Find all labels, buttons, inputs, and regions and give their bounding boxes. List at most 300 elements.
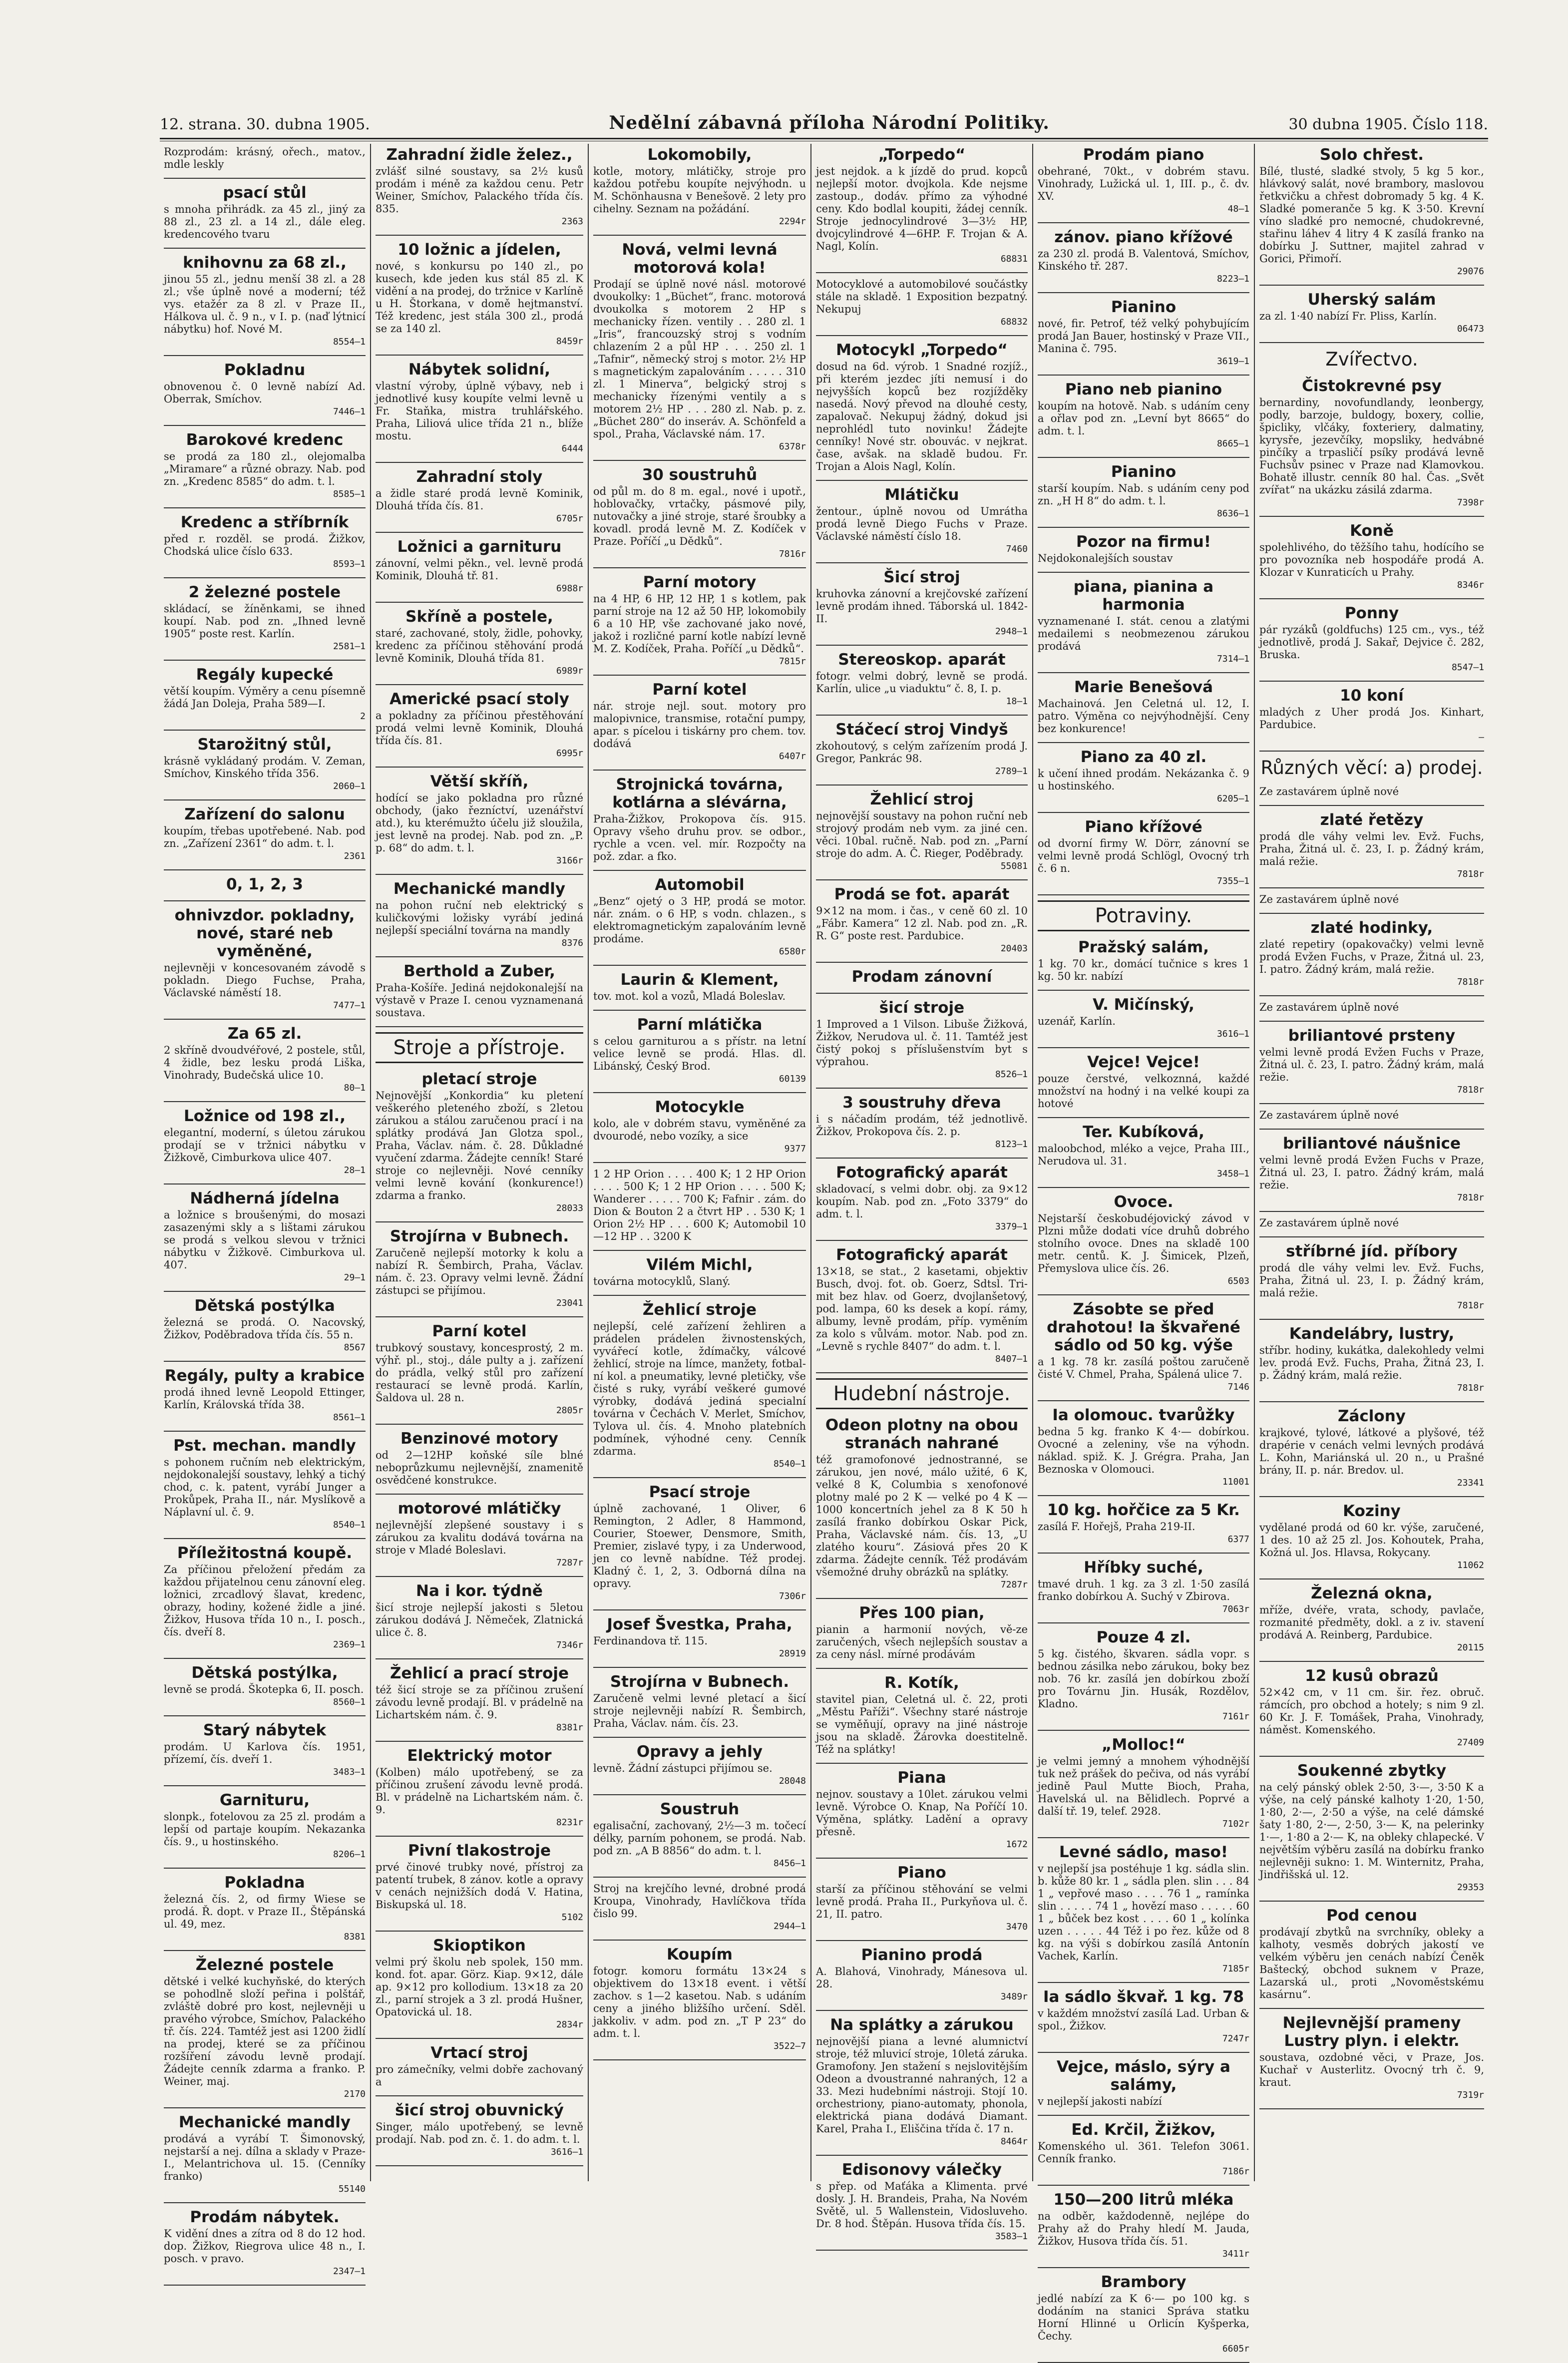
ad-divider [376, 602, 583, 603]
ad-divider [164, 178, 366, 179]
ad-code: 6988r [556, 583, 583, 594]
ad-headline: Prodá se fot. aparát [834, 885, 1010, 903]
ad-code: 27409 [1457, 1737, 1484, 1748]
subsection-heading: Různých věcí: a) prodej. [1260, 757, 1483, 779]
ad-code: 8206—1 [333, 1849, 366, 1860]
ad-code: 3489r [1000, 1991, 1028, 2002]
classified-ad [376, 146, 583, 228]
ad-headline: Prodám nábytek. [190, 2208, 340, 2226]
ad-body: trubkový soustavy, koncesprostý, 2 m. výhř. pl., stoj., dále pulty a j. zařízení do prádla, velký stůl pro zařízení restaurací se levně prodá. Karlín, Šaldova ul. 28 n. [376, 1342, 583, 1404]
ad-body: Komenského ul. 361. Telefon 3061. Cenník franko. [1038, 2140, 1249, 2165]
ad-headline: pletací stroje [421, 1070, 537, 1088]
ad-headline: Piano [897, 1864, 946, 1882]
ad-code: 6407r [779, 751, 806, 762]
ad-divider [1038, 1837, 1249, 1838]
ad-headline: Pst. mechan. mandly [173, 1437, 356, 1455]
ad-divider [164, 799, 366, 800]
ad-headline: šicí stroje [879, 999, 965, 1017]
classified-ad [1259, 522, 1484, 591]
ad-divider [164, 507, 366, 508]
ad-headline: Regály kupecké [196, 666, 334, 684]
ad-body: od půl m. do 8 m. egal., nové i upotř., hoblovačky, vrtačky, pásmové pily, nutovačky a jiné stroje, staré šroubky a kovadl. prodá levně M. Z. Kodíček v Praze. Poříčí „u Dědků“. [593, 485, 806, 547]
classified-ad [816, 1094, 1028, 1151]
ad-headline: Solo chřest. [1319, 146, 1424, 164]
ad-body: 2 skříně dvoudvéřové, 2 postele, stůl, 4 židle, bez lesku prodá Liška, Vinohrady, Budečská ulice 10. [164, 1044, 366, 1081]
ad-body: Ze zastavárem úplně nové [1259, 893, 1399, 905]
classified-ad [1259, 786, 1484, 798]
ad-code: 8123—1 [995, 1139, 1028, 1150]
ad-code: 9377 [784, 1144, 806, 1154]
ad-body: zvlášť silné soustavy, sa 2½ kusů prodám i méně za každou cenu. Petr Weiner, Smíchov, Palackého třída čís. 835. [376, 165, 583, 215]
ad-code: 7314—1 [1216, 654, 1249, 664]
ad-divider [1259, 887, 1484, 888]
classified-ad [593, 573, 806, 668]
ad-body: Machainová. Jen Celetná ul. 12, I. patro. Výměna co nejvýhodnější. Ceny bez konkurence! [1038, 698, 1249, 735]
ad-divider [1259, 598, 1484, 599]
ad-divider [816, 1240, 1028, 1241]
column-divider [1254, 144, 1255, 2181]
ad-body: Ferdinandova tř. 115. [593, 1635, 708, 1647]
column-divider [1032, 144, 1033, 2181]
ad-divider [816, 785, 1028, 786]
ad-body: jedlé nabízí za K 6·— po 100 kg. s dodáním na stanici Správa statku Horní Hlinné u Orlicín Kyšperka, Čechy. [1038, 2293, 1249, 2342]
ad-divider [1259, 913, 1484, 914]
ad-headline: Soustruh [660, 1800, 740, 1818]
ad-code: 8547—1 [1451, 662, 1484, 673]
ad-headline: Benzinové motory [400, 1430, 558, 1448]
classified-ad [816, 146, 1028, 265]
classified-ad [164, 146, 366, 171]
ad-code: 6503 [1227, 1276, 1249, 1286]
ad-body: pianin a harmonií nových, vě-ze zaručených, všech nejlepších soustav a za ceny násl. mírné prodávám [816, 1623, 1028, 1660]
ad-headline: Nábytek solidní, [408, 361, 551, 379]
ad-code: 2789—1 [995, 766, 1028, 777]
ad-headline: Záclony [1338, 1407, 1406, 1425]
ad-divider [1259, 805, 1484, 806]
ad-body: nejnovější piana a levné alumnictví stroje, též mluvicí stroje, 10letá záruka. Gramofony. Jen stažení s nejslovitějším Odeon a dvoustranné nahraných, 12 a 33. Mezi hudebními nástroji. Stojí 10. orchestriony, piano-automaty, phonola, elektrická piana dodává Diamant. Karel, Praha I., Eliščina třída č. 17 n. [816, 2035, 1028, 2135]
ad-code: 3379—1 [995, 1221, 1028, 1232]
ad-code: 2347—1 [333, 2266, 366, 2277]
ad-divider [1259, 681, 1484, 682]
classified-ad [1038, 678, 1249, 735]
ad-body: vydělané prodá od 60 kr. výše, zaručené, 1 des. 10 až 25 zl. Jos. Kohoutek, Praha, Kožná ul. Jos. Hlavsa, Rokycany. [1259, 1522, 1484, 1559]
classified-ad [593, 1016, 806, 1085]
classified-ad [164, 1874, 366, 1943]
ad-headline: Dětská postýlka, [191, 1664, 338, 1682]
classified-ad [1259, 1135, 1484, 1204]
ad-code: 8464r [1000, 2136, 1028, 2147]
ad-body: úplně zachované, 1 Oliver, 6 Remington, 2 Adler, 8 Hammond, Courier, Stoewer, Densmore, Smith, Premier, zislavé typy, i za Underwood, jen co levně nabídne. Též prodej. Kladný č. 1, 2, 3. Odborná dílna na opravy. [593, 1503, 806, 1589]
ad-code: 2948—1 [995, 626, 1028, 637]
section-heading: Potraviny. [1038, 900, 1249, 931]
ad-body: bedna 5 kg. franko K 4·— dobírkou. Ovocné a zeleniny, vše na výhodn. náklad. spiž. K. J. Grégra. Praha, Jan Beznoska v Olomouci. [1038, 1426, 1249, 1475]
ad-code: 7102r [1222, 1819, 1249, 1829]
ad-divider [164, 1950, 366, 1951]
ad-body: vyznamenané I. stát. cenou a zlatými medailemi s neobmezenou zárukou prodává [1038, 615, 1249, 652]
ad-body: 13×18, se stat., 2 kasetami, objektiv Busch, dvoj. fot. ob. Goerz, Sdtsl. Tri-mit bez hlav. od Goerz, dvojlanšetový, pod. lampa, 60 ks desek a kopí. rámy, albumy, levně prodám, příp. vyměním za kolo s vůlvám. motor. Nab. pod zn. „Levně s rychle 8407“ do adm. t. l. [816, 1265, 1028, 1352]
ad-divider [376, 532, 583, 533]
ad-code: 6444 [561, 443, 583, 454]
ad-divider [376, 1836, 583, 1837]
ad-code: 2 [360, 711, 366, 722]
ad-headline: ohnivzdor. pokladny, nové, staré neb vyměněné, [174, 906, 355, 960]
ad-code: 3470 [1006, 1922, 1028, 1932]
ad-body: dětské i velké kuchyňské, do kterých se pohodlně složí peřina i polštář, zvláště dobré pro kost, nejlevněji u pravého výrobce, Smíchov, Palackého tř. čís. 224. Tamtéž jest asi 1200 židlí na prodej, které se za příčinou rozšíření závodu levně prodají. Žádejte cenník zdarma a franko. P. Weiner, maj. [164, 1975, 366, 2087]
ad-body: prodá dle váhy velmi lev. Evž. Fuchs, Praha, Žitná ul. č. 23, I. p. Žádný krám, malá režie. [1259, 830, 1484, 867]
ad-divider [376, 956, 583, 957]
ad-headline: Za 65 zl. [227, 1025, 302, 1043]
ad-body: krásně vykládaný prodám. V. Zeman, Smíchov, Kinského třída 356. [164, 755, 366, 780]
ad-headline: Odeon plotny na obou stranách nahrané [825, 1416, 1019, 1452]
ad-headline: 0, 1, 2, 3 [226, 875, 303, 893]
ad-body: stavitel pian, Celetná ul. č. 22, proti „Městu Paříži“. Všechny staré nástroje se vyměňují, opravy na jiné nástroje jsou na skladě. Žárovka doestitelně. Též na splátky! [816, 1693, 1028, 1755]
ad-body: Motocyklové a automobilové součástky stále na skladě. 1 Exposition bezpatný. Nekupuj [816, 278, 1028, 315]
ad-divider [376, 1316, 583, 1317]
ad-code: 8585—1 [333, 489, 366, 499]
publication-title: Nedělní zábavná příloha Národní Politiky. [609, 112, 1050, 133]
classified-ad [164, 513, 366, 570]
ad-body: před r. rozděl. se prodá. Žižkov, Chodská ulice číslo 633. [164, 533, 366, 557]
ad-headline: Skioptikon [433, 1937, 526, 1955]
ad-headline: Josef Švestka, Praha, [607, 1615, 792, 1633]
classified-ad [164, 431, 366, 500]
ad-code: 2944—1 [773, 1921, 806, 1932]
ad-divider [164, 2285, 366, 2286]
classified-ad [593, 971, 806, 1003]
ad-code: 7287r [556, 1558, 583, 1568]
ad-divider [1038, 990, 1249, 991]
ad-code: 28—1 [344, 1165, 366, 1176]
ad-headline: Pianino [1111, 463, 1176, 481]
ad-code: 7446—1 [333, 406, 366, 417]
ad-code: 3619—1 [1216, 356, 1249, 367]
ad-code: 7247r [1222, 2033, 1249, 2044]
ad-divider [816, 1598, 1028, 1599]
ad-body: je velmi jemný a mnohem výhodnější tuk než prášek do pečiva, od nás vyrábí jedině Paul Mutte Bioch, Praha, Havelská ul. na Bělidlech. Poprvé a další tř. 19, telef. 2928. [1038, 1755, 1249, 1817]
ad-body: na 4 HP, 6 HP, 12 HP, 1 s kotlem, pak parní stroje na 12 až 50 HP, lokomobily 6 a 10 HP, vše zachované jako nové, jakož i rozličné parní kotle nabízí levně M. Z. Kodíček, Praha. Poříčí „u Dědků“. [593, 593, 806, 655]
ad-headline: Motocykle [655, 1098, 745, 1116]
classified-ad [816, 278, 1028, 328]
ad-headline: Žehlicí stroj [870, 790, 974, 808]
classified-ad [1038, 1843, 1249, 1975]
ad-body: Prodají se úplně nové násl. motorové dvoukolky: 1 „Büchet“, franc. motorová dvoukolka s motorem 2 HP s mechanicky řízen. ventily . . 280 zl. 1 „Iris“, francouzský stroj s vodním chlazením 2 a půl HP . . . 250 zl. 1 „Tafnir“, německý stroj s motor. 2½ HP s magnetickým zapalováním . . . . . 310 zl. 1 Minerva“, belgický stroj s mechanicky řízenými ventily a s motorem 2½ HP . . . 280 zl. Nab. p. z. „Büchet 280“ do inseráv. A. Schönfeld a spol., Praha, Václavské nám. 17. [593, 278, 806, 440]
ad-divider [593, 1250, 806, 1251]
classified-ad [164, 1025, 366, 1094]
ad-headline: Strojírna v Bubnech. [610, 1673, 789, 1691]
classified-ad [1038, 2191, 1249, 2260]
classified-ad [1259, 1109, 1484, 1122]
ad-headline: zlaté řetězy [1320, 811, 1424, 829]
ad-code: 2834r [556, 2019, 583, 2030]
ad-body: i s náčadím prodám, též jednotlivě. Žižkov, Prokopova čís. 2. p. [816, 1113, 1028, 1138]
ad-code: 8223—1 [1216, 274, 1249, 284]
ad-code: 6377 [1227, 1534, 1249, 1545]
ad-code: 7346r [556, 1640, 583, 1650]
classified-ad [164, 2113, 366, 2195]
page-number-date: 12. strana. 30. dubna 1905. [160, 116, 370, 133]
classified-ad [1259, 893, 1484, 906]
ad-code: 7818r [1457, 1192, 1484, 1203]
ad-body: pouze čerstvé, velkoznná, každé množství na hodný i na velké koupi za hotové [1038, 1073, 1249, 1110]
ad-body: kotle, motory, mlátičky, stroje pro každou potřebu koupíte nejvýhodn. u M. Schönhausna v Benešově. 2 lety pro cihelny. Seznam na požádání. [593, 165, 806, 215]
classified-ad [1038, 748, 1249, 805]
classified-ad [164, 1189, 366, 1284]
ad-code: 3522—7 [773, 2041, 806, 2051]
classified-ad [164, 1791, 366, 1861]
classified-ad [376, 1322, 583, 1417]
ad-divider [593, 1477, 806, 1478]
ad-body: šicí stroje nejlepší jakosti s 5letou zárukou dodává J. Němeček, Zlatnická ulice č. 8. [376, 1601, 583, 1638]
ad-headline: Piano křížové [1085, 818, 1202, 836]
classified-ad [1259, 2014, 1484, 2101]
ad-body: krajkové, tylové, látkové a plyšové, též drapérie v cenách velmi levných prodává L. Kohn, Mariánská ul. 20 n., u Prašné brány, II. p. nár. Bredov. ul. [1259, 1427, 1484, 1476]
ad-body: nové, fir. Petrof, též velký pohybujícím prodá Jan Bauer, hostinský v Praze VII., Manina č. 795. [1038, 318, 1249, 355]
ad-body: kolo, ale v dobrém stavu, vyměněné za dvourodé, nebo vozíky, a sice [593, 1118, 806, 1142]
ad-column-6 [1255, 144, 1488, 2216]
ad-body: větší koupím. Výměry a cenu písemně žádá Jan Doleja, Praha 589—I. [164, 685, 366, 710]
ad-divider [1259, 516, 1484, 517]
classified-ad [1038, 381, 1249, 450]
ad-code: 2060—1 [333, 781, 366, 791]
ad-divider [816, 962, 1028, 963]
ad-body: od dvorní firmy W. Dörr, zánovní se velmi levně prodá Schlögl, Ovocný trh č. 6 n. [1038, 837, 1249, 874]
ad-body: soustava, ozdobné věci, v Praze, Jos. Kuchař v Austerlitz. Ovocný trh č. 9, kraut. [1259, 2051, 1484, 2088]
ad-body: a pokladny za příčinou přestěhování prodá velmi levně Kominik, Dlouhá třída čís. 81. [376, 710, 583, 747]
ad-headline: Na splátky a zárukou [830, 2016, 1014, 2034]
classified-ad [1259, 1667, 1484, 1749]
ad-headline: Levné sádlo, maso! [1059, 1843, 1228, 1861]
ad-divider [1259, 1103, 1484, 1104]
ad-code: 68831 [1000, 254, 1028, 264]
ad-headline: V. Mičínský, [1093, 996, 1194, 1014]
ad-divider [1038, 812, 1249, 813]
ad-code: 3616—1 [550, 2147, 583, 2157]
classified-ad [1038, 1628, 1249, 1723]
classified-ad [1259, 811, 1484, 880]
ad-divider [1038, 527, 1249, 528]
ad-headline: Ovoce. [1114, 1193, 1174, 1211]
ad-body: velmi levně prodá Evžen Fuchs v Praze, Žitná ul. č. 23, I. patro. Žádný krám, malá režie. [1259, 1046, 1484, 1083]
ad-headline: Ponny [1344, 604, 1399, 622]
ad-body: Singer, málo upotřebený, se levně prodají. Nab. pod zn. č. 1. do adm. t. l. [376, 2121, 583, 2145]
ad-divider [164, 660, 366, 661]
classified-ad [593, 681, 806, 763]
ad-body: též gramofonové jednostranné, se zárukou, jen nové, málo užité, 6 K, velké 8 K, Columbia s xenofonové plotny malé po 2 K — velké po 4 K — 1000 koncertních jehel za 8 K 50 h zasílá franko dobírkou Oskar Pick, Praha, Václavské nám. čís. 13, „U zlatého kouru“. Zásiová přes 20 K zdarma. Žádejte cenník. Též prodávám všemožné druhy obrázků na splátky. [816, 1454, 1028, 1578]
ad-body: bernardiny, novofundlandy, leonbergy, podly, barzoje, buldogy, boxery, collie, špicliky, vlčáky, foxteriery, dalmatiny, kyrysře, jezevčíky, mopsliky, hedvábné pinčíky a trpasličí psíky prodává levně Fuchsův psinec v Praze nad Klamovkou. Bohatě illustr. cenník 80 hal. Čas. „Svět zvířat“ na ukázku zásilá zdarma. [1259, 396, 1484, 496]
ad-headline: 12 kusů obrazů [1305, 1667, 1439, 1685]
ad-divider [816, 2155, 1028, 2156]
ad-body: egalisační, zachovaný, 2½—3 m. točecí délky, parním pohonem, se prodá. Nab. pod zn. „A B 8856“ do adm. t. l. [593, 1820, 806, 1857]
ad-code: 68832 [1000, 317, 1028, 327]
ad-divider [376, 2165, 583, 2166]
ad-headline: Piano neb pianino [1065, 381, 1222, 398]
ad-headline: Pivní tlakostroje [408, 1842, 551, 1860]
ad-divider [593, 1794, 806, 1795]
ad-divider [1038, 2052, 1249, 2053]
ad-code: 7398r [1457, 497, 1484, 508]
ad-code: 7185r [1222, 1964, 1249, 1974]
section-heading: Stroje a přístroje. [376, 1032, 583, 1063]
classified-ad [164, 875, 366, 893]
ad-divider [1259, 1901, 1484, 1902]
classified-ad [816, 1246, 1028, 1365]
ad-headline: Vejce, máslo, sýry a salámy, [1057, 2058, 1230, 2094]
ad-code: 3583—1 [995, 2231, 1028, 2242]
ad-headline: Laurin & Klement, [620, 971, 779, 989]
ad-code: 2805r [556, 1405, 583, 1416]
ad-code: 2363 [561, 216, 583, 227]
classified-ad [593, 776, 806, 863]
ad-body: Zaručeně velmi levné pletací a šicí stroje nejlevněji nabízí R. Šembirch, Praha, Václav. nám. čís. 23. [593, 1692, 806, 1729]
ad-body: se prodá za 180 zl., olejomalba „Miramare“ a různé obrazy. Nab. pod zn. „Kredenc 8585“ do adm. t. l. [164, 450, 366, 487]
ad-divider [816, 272, 1028, 273]
classified-ad [1038, 2273, 1249, 2355]
ad-headline: Zahradní stoly [416, 468, 543, 486]
ad-headline: Nejlevnější prameny Lustry plyn. i elektr. [1282, 2014, 1461, 2050]
ad-body: Praha-Žižkov, Prokopova čís. 915. Opravy všeho druhu prov. se odbor., rychle a vcen. vel. mír. Rozpočty na pož. zdar. a fko. [593, 813, 806, 862]
ad-divider [1259, 1661, 1484, 1662]
ad-body: 5 kg. čistého, škvaren. sádla vopr. s bednou zásilka nebo zárukou, boky bez nob. 76 kr. zasílá jen dobírkou zboží pro Továrnu Jin. Husák, Rozdělov, Kladno. [1038, 1648, 1249, 1710]
ad-code: 8554—1 [333, 337, 366, 347]
ad-code: 7161r [1222, 1711, 1249, 1722]
ad-code: 7477—1 [333, 1000, 366, 1011]
ad-headline: Vrtací stroj [430, 2044, 528, 2062]
classified-ad [376, 690, 583, 760]
ad-code: 06473 [1457, 324, 1484, 334]
classified-ad [593, 241, 806, 453]
classified-ad [816, 885, 1028, 955]
ad-divider [376, 462, 583, 463]
ad-body: a ložnice s broušenými, do mosazi zasazenými skly a s lištami zárukou se prodá s velkou slevou v tržnici nábytku v Žižkově. Cimburkova ul. 407. [164, 1209, 366, 1271]
classified-ad [376, 1500, 583, 1569]
ad-divider [593, 1010, 806, 1011]
ad-headline: Piano za 40 zl. [1080, 748, 1207, 766]
ad-headline: psací stůl [223, 184, 307, 202]
ad-code: 8540—1 [333, 1520, 366, 1530]
ad-body: dosud na 6d. výrob. 1 Snadné rozjíž., při kterém jezdec jíti nemusí i do nejvyšších kopců bez rozjížděky nasedá. Nový převod na dlouhé cesty, zapalovač. Nekupuj žádný, dokud jsi neprohlédl tuto novinku! Žádejte cenníky! Nové str. obouvác. v nejkrat. čase, avšak. na skladě budou. Fr. Trojan a Alois Nagl, Kolín. [816, 361, 1028, 472]
ad-divider [593, 460, 806, 461]
ad-code: 48—1 [1227, 204, 1249, 214]
classified-ad [816, 1864, 1028, 1933]
classified-ad [376, 241, 583, 348]
ad-body: koupím na hotově. Nab. s udáním ceny a ořlav pod zn. „Levní byt 8665“ do adm. t. l. [1038, 400, 1249, 437]
ad-divider [164, 1183, 366, 1184]
ad-headline: Brambory [1101, 2273, 1186, 2291]
ad-headline: Uherský salám [1307, 291, 1436, 309]
classified-ad [376, 1070, 583, 1214]
ad-headline: Strojírna v Bubnech. [390, 1227, 569, 1245]
classified-ad [1259, 1584, 1484, 1654]
ad-headline: Barokové kredenc [186, 431, 344, 449]
ad-divider [816, 1372, 1028, 1373]
classified-ad [1038, 1406, 1249, 1488]
classified-ad [376, 773, 583, 867]
classified-ad [376, 880, 583, 949]
ad-body: slonpk., fotelovou za 25 zl. prodám a lepší od partaje koupím. Nekazanka čís. 9., u hostinského. [164, 1811, 366, 1848]
classified-ad [1038, 1300, 1249, 1393]
ad-headline: Zásobte se před drahotou! Ia škvařené sádlo od 50 kg. výše [1047, 1300, 1240, 1354]
ad-code: 2361 [344, 851, 366, 861]
ad-headline: knihovnu za 68 zl., [183, 254, 347, 272]
ad-headline: 10 koní [1340, 687, 1404, 705]
ad-body: 9×12 na mom. i čas., v ceně 60 zl. 10 „Fábr. Kamera“ 12 zl. Nab. pod zn. „R. R. G“ poste rest. Pardubice. [816, 905, 1028, 942]
ad-body: Praha-Košíře. Jediná nejdokonalejší na výstavě v Praze I. cenou vyznamenaná soustava. [376, 982, 583, 1019]
ad-body: spolehlivého, do těžšího tahu, hodícího se pro povozníka neb hospodáře prodá A. Klozar v Kunraticích u Prahy. [1259, 541, 1484, 578]
ad-body: Za příčinou přeložení předám za každou přijatelnou cenu zánovní eleg. ložnici, zrcadlový šlavat, kredenc, obrazy, hodiny, kožené židle a jiné. Žižkov, Husova třída 10 n., I. posch., čís. dveří 8. [164, 1564, 366, 1638]
ad-divider [1038, 1553, 1249, 1554]
classified-ad [593, 1615, 806, 1660]
ad-code: 7818r [1457, 977, 1484, 987]
classified-ad [1038, 1053, 1249, 1110]
ad-divider [1259, 1319, 1484, 1320]
ad-body: velmi prý školu neb spolek, 150 mm. kond. fot. apar. Görz. Kiap. 9×12, dále ap. 9×12 pro kollodium. 13×18 za 20 zl., parní strojek a 3 zl. prodá Hušner, Opatovická ul. 18. [376, 1956, 583, 2018]
ad-headline: Pianino prodá [861, 1946, 983, 1964]
classified-ad [816, 1674, 1028, 1756]
ad-headline: Šicí stroj [883, 568, 960, 586]
ad-divider [164, 1291, 366, 1292]
classified-ad [816, 486, 1028, 555]
ad-headline: Mechanické mandly [393, 880, 566, 898]
classified-ad [1259, 1001, 1484, 1014]
ad-headline: Žehlicí stroje [642, 1301, 757, 1319]
classified-ad [1038, 2058, 1249, 2108]
classified-ad [593, 1256, 806, 1288]
ad-headline: Mlátičku [884, 486, 959, 504]
ad-divider [593, 1737, 806, 1738]
ad-divider [164, 1785, 366, 1786]
ad-headline: motorové mlátičky [397, 1500, 561, 1518]
ad-headline: Zařízení do salonu [184, 805, 345, 823]
classified-ad [816, 1604, 1028, 1661]
ad-code: 8456—1 [773, 1858, 806, 1869]
ad-body: zasílá F. Hořejš, Praha 219-II. [1038, 1521, 1195, 1533]
ad-divider [164, 1658, 366, 1659]
classified-ad [376, 1842, 583, 1924]
classified-ad [376, 1582, 583, 1651]
ad-code: 23041 [556, 1298, 583, 1308]
ad-body: mříže, dvéře, vrata, schody, pavlače, rozmanité předměty, dokl. a z iv. stavení prodává A. Reinberg, Pardubice. [1259, 1604, 1484, 1641]
ad-body: na celý pánský oblek 2·50, 3·—, 3·50 K a výše, na celý pánské kalhoty 1·20, 1·50, 1·80, 2·—, 2·50 a výše, na celé dámské šaty 1·80, 2·—, 2·50, 3·— K, na pelerinky 1·—, 1·80 a 2·— K, na obleky chlapecké. V největším výběru zasílá na dobírku franko nejlevněji sukno: 1. M. Winternitz, Praha, Jindřišská ul. 12. [1259, 1781, 1484, 1881]
ad-code: 3166r [556, 855, 583, 866]
ad-body: za 230 zl. prodá B. Valentová, Smíchov, Kinského tř. 287. [1038, 248, 1249, 272]
ad-divider [164, 869, 366, 870]
classified-ad [593, 466, 806, 560]
ad-body: zlaté repetiry (opakovačky) velmi levně prodá Evžen Fuchs, v Praze, Žitná ul. 23, I. patro. Žádný krám, malá režie. [1259, 938, 1484, 975]
classified-ad [1259, 1242, 1484, 1312]
classified-ad [816, 2016, 1028, 2148]
ad-headline: Prodam zánovní [851, 968, 992, 986]
ad-body: továrna motocyklů, Slaný. [593, 1275, 731, 1287]
ad-body: (Kolben) málo upotřebený, se za příčinou zrušení závodu levně prodá. Bl. v prádelně na Lichartském nám. č. 9. [376, 1766, 583, 1816]
classified-ad [593, 1743, 806, 1787]
ad-body: Ze zastavárem úplně nové [1259, 1217, 1399, 1229]
classified-ad [816, 999, 1028, 1081]
column-divider [588, 144, 589, 2181]
ad-headline: Prodám piano [1083, 146, 1204, 164]
classified-ad [1038, 298, 1249, 368]
ad-divider [376, 767, 583, 768]
ad-divider [1259, 1496, 1484, 1497]
issue-date-number: 30 dubna 1905. Číslo 118. [1288, 116, 1488, 133]
ad-body: koupím, třebas upotřebené. Nab. pod zn. „Zařízení 2361“ do adm. t. l. [164, 825, 366, 849]
ad-body: též šicí stroje se za příčinou zrušení závodu levně prodají. Bl. v prádelně na Lichartském nám. č. 9. [376, 1684, 583, 1721]
classified-ad [376, 1227, 583, 1309]
ad-headline: Čistokrevné psy [1302, 377, 1442, 395]
ad-code: 3483—1 [333, 1767, 366, 1777]
ad-headline: Hříbky suché, [1084, 1559, 1203, 1576]
ad-code: 8407—1 [995, 1354, 1028, 1364]
section-heading: Hudební nástroje. [816, 1378, 1028, 1409]
